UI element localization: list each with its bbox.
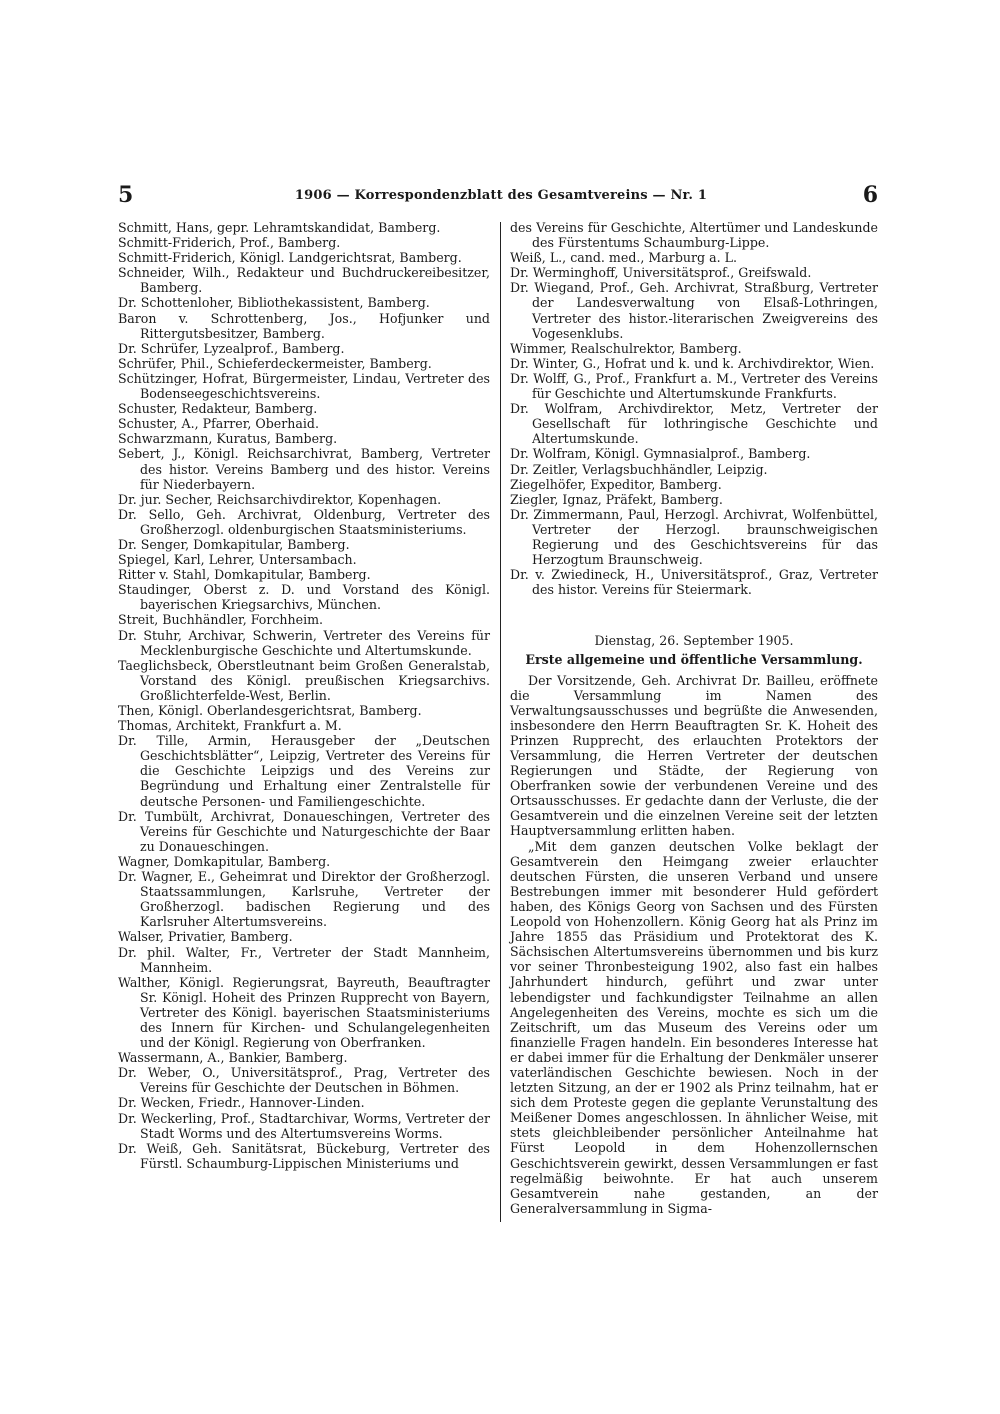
list-entry: Taeglichsbeck, Oberstleutnant beim Großen Generalstab, Vorstand des Königl. preußischen Kriegsarchivs. Großlichterfelde-West, Berlin. — [118, 657, 490, 703]
left-column — [118, 220, 490, 1171]
list-entry: Ziegler, Ignaz, Präfekt, Bamberg. — [510, 491, 723, 507]
list-entry: Dr. Winter, G., Hofrat und k. und k. Archivdirektor, Wien. — [510, 355, 875, 371]
list-entry: Wassermann, A., Bankier, Bamberg. — [118, 1050, 348, 1066]
list-entry: Weiß, L., cand. med., Marburg a. L. — [510, 250, 737, 266]
list-entry: Dr. v. Zwiedineck, H., Universitätsprof., Graz, Vertreter des histor. Vereins für Steiermark. — [510, 567, 878, 598]
list-entry: Dr. Schottenloher, Bibliothekassistent, Bamberg. — [118, 295, 430, 311]
list-entry: Dr. Wolfram, Archivdirektor, Metz, Vertreter der Gesellschaft für lothringische Geschichte und Altertumskunde. — [510, 401, 878, 447]
list-entry: Staudinger, Oberst z. D. und Vorstand des Königl. bayerischen Kriegsarchivs, München. — [118, 582, 490, 613]
list-entry: des Vereins für Geschichte, Altertümer und Landeskunde des Fürstentums Schaumburg-Lippe. — [510, 220, 878, 251]
list-entry: Baron v. Schrottenberg, Jos., Hofjunker und Rittergutsbesitzer, Bamberg. — [118, 310, 490, 341]
list-entry: Dr. Wolfram, Königl. Gymnasialprof., Bamberg. — [510, 446, 811, 462]
list-entry: Wimmer, Realschulrektor, Bamberg. — [510, 340, 742, 356]
section-date: Dienstag, 26. September 1905. — [594, 633, 794, 649]
list-entry: Dr. Weckerling, Prof., Stadtarchivar, Worms, Vertreter der Stadt Worms und des Altertumsvereins Worms. — [118, 1110, 490, 1141]
list-entry: Walser, Privatier, Bamberg. — [118, 929, 293, 945]
list-entry: Dr. Wiegand, Prof., Geh. Archivrat, Straßburg, Vertreter der Landesverwaltung von Elsaß-Lothringen, Vertreter des histor.-literarischen Zweigvereins des Vogesenklubs. — [510, 280, 878, 341]
list-entry: Dr. Zimmermann, Paul, Herzogl. Archivrat, Wolfenbüttel, Vertreter der Herzogl. braunschweigischen Regierung und des Geschichtsvereins für das Herzogtum Braunschweig. — [510, 506, 878, 568]
list-entry: Schmitt, Hans, gepr. Lehramtskandidat, Bamberg. — [118, 220, 441, 235]
list-entry: Ritter v. Stahl, Domkapitular, Bamberg. — [118, 567, 371, 583]
list-entry: Ziegelhöfer, Expeditor, Bamberg. — [510, 476, 722, 492]
list-entry: Schrüfer, Phil., Schieferdeckermeister, Bamberg. — [118, 355, 432, 371]
list-entry: Dr. Wagner, E., Geheimrat und Direktor der Großherzogl. Staatssammlungen, Karlsruhe, Vertreter der Großherzogl. badischen Regierung und des Karlsruher Altertumsvereins. — [118, 869, 490, 930]
list-entry: Schützinger, Hofrat, Bürgermeister, Lindau, Vertreter des Bodenseegeschichtsvereins. — [118, 370, 490, 402]
list-entry: Dr. phil. Walter, Fr., Vertreter der Stadt Mannheim, Mannheim. — [118, 944, 490, 975]
section-title: Erste allgemeine und öffentliche Versammlung. — [525, 652, 863, 668]
list-entry: Spiegel, Karl, Lehrer, Untersambach. — [118, 552, 357, 568]
body-paragraph: „Mit dem ganzen deutschen Volke beklagt der Gesamtverein den Heimgang zweier erlauchter deutschen Fürsten, die unseren Verband und unsere Bestrebungen immer mit besonderer Huld gefördert haben, des Königs Georg von Sachsen und des Fürsten Leopold von Hohenzollern. König Georg hat als Prinz im Jahre 1855 das Präsidium und Protektorat des K. Sächsischen Altertumsvereins übernommen und bis kurz vor seiner Thronbesteigung 1902, also fast ein halbes Jahrhundert hindurch, geführt und zwar unter lebendigster und fachkundigster Teilnahme an allen Angelegenheiten des Vereins, mochte es sich um die Zeitschrift, um das Museum des Vereins oder um finanzielle Fragen handeln. Ein besonderes Interesse hat er dabei immer für die Erhaltung der Denkmäler unserer vaterländischen Geschichte bewiesen. Noch in der letzten Sitzung, an der er 1902 als Prinz teilnahm, hat er sich dem Proteste gegen die geplante Verunstaltung des Meißener Domes angeschlossen. In ähnlicher Weise, mit stets gleichbleibender persönlicher Anteilnahme hat Fürst Leopold in dem Hohenzollernschen Geschichtsverein gewirkt, dessen Versammlungen er fast regelmäßig beiwohnte. Er hat auch unserem Gesamtverein nahe gestanden, an der Generalversammlung in Sigma- — [510, 838, 878, 1216]
list-entry: Then, Königl. Oberlandesgerichtsrat, Bamberg. — [118, 703, 422, 718]
list-entry: Dr. Werminghoff, Universitätsprof., Greifswald. — [510, 265, 812, 281]
list-entry: Dr. Weber, O., Universitätsprof., Prag, Vertreter des Vereins für Geschichte der Deutschen in Böhmen. — [118, 1065, 490, 1096]
list-entry: Dr. Senger, Domkapitular, Bamberg. — [118, 536, 350, 552]
list-entry: Thomas, Architekt, Frankfurt a. M. — [118, 718, 342, 734]
list-entry: Walther, Königl. Regierungsrat, Bayreuth, Beauftragter Sr. Königl. Hoheit des Prinzen Rupprecht von Bayern, Vertreter des Königl. bayerischen Staatsministeriums des Innern für Kirchen- und Schulangelegenheiten und der Königl. Regierung von Oberfranken. — [118, 974, 490, 1051]
column-divider — [500, 222, 501, 1222]
right-column — [510, 220, 878, 1216]
list-entry: Dr. Weiß, Geh. Sanitätsrat, Bückeburg, Vertreter des Fürstl. Schaumburg-Lippischen Ministeriums und — [118, 1140, 490, 1171]
page-number-right: 6 — [862, 182, 878, 208]
list-entry: Dr. Wecken, Friedr., Hannover-Linden. — [118, 1095, 365, 1111]
running-title: 1906 — Korrespondenzblatt des Gesamtvereins — Nr. 1 — [294, 188, 708, 203]
list-entry: Schuster, A., Pfarrer, Oberhaid. — [118, 416, 319, 432]
list-entry: Schmitt-Friderich, Königl. Landgerichtsrat, Bamberg. — [118, 250, 462, 266]
list-entry: Dr. Wolff, G., Prof., Frankfurt a. M., Vertreter des Vereins für Geschichte und Altertumskunde Frankfurts. — [510, 370, 878, 402]
list-entry: Dr. Schrüfer, Lyzealprof., Bamberg. — [118, 340, 345, 356]
list-entry: Dr. Tumbült, Archivrat, Donaueschingen, Vertreter des Vereins für Geschichte und Naturgeschichte der Baar zu Donaueschingen. — [118, 808, 490, 854]
list-entry: Dr. jur. Secher, Reichsarchivdirektor, Kopenhagen. — [118, 491, 442, 507]
list-entry: Dr. Zeitler, Verlagsbuchhändler, Leipzig. — [510, 461, 768, 477]
list-entry: Schuster, Redakteur, Bamberg. — [118, 401, 318, 417]
page-header — [116, 182, 886, 212]
list-entry: Wagner, Domkapitular, Bamberg. — [118, 853, 331, 869]
list-entry: Schmitt-Friderich, Prof., Bamberg. — [118, 235, 341, 251]
list-entry: Dr. Stuhr, Archivar, Schwerin, Vertreter des Vereins für Mecklenburgische Geschichte und Altertumskunde. — [118, 627, 490, 658]
list-entry: Sebert, J., Königl. Reichsarchivrat, Bamberg, Vertreter des histor. Vereins Bamberg und des histor. Vereins für Niederbayern. — [118, 446, 490, 492]
list-entry: Dr. Sello, Geh. Archivrat, Oldenburg, Vertreter des Großherzogl. oldenburgischen Staatsministeriums. — [118, 506, 490, 537]
body-paragraph: Der Vorsitzende, Geh. Archivrat Dr. Bailleu, eröffnete die Versammlung im Namen des Verwaltungsausschusses und begrüßte die Anwesenden, insbesondere den Herrn Beauftragten Sr. K. Hoheit des Prinzen Rupprecht, des erlauchten Protektors der Versammlung, die Herren Vertreter der deutschen Regierungen und Städte, der Regierung von Oberfranken sowie der verbundenen Vereine und des Ortsausschusses. Er gedachte dann der Verluste, die der Gesamtverein und die einzelnen Vereine seit der letzten Hauptversammlung erlitten haben. — [510, 672, 878, 839]
list-entry: Dr. Tille, Armin, Herausgeber der „Deutschen Geschichtsblätter“, Leipzig, Vertreter des Vereins für die Geschichte Leipzigs und des Vereins zur Begründung und Erhaltung einer Zentralstelle für deutsche Personen- und Familiengeschichte. — [118, 733, 490, 809]
list-entry: Schwarzmann, Kuratus, Bamberg. — [118, 431, 338, 447]
list-entry: Streit, Buchhändler, Forchheim. — [118, 612, 324, 628]
page-number-left: 5 — [118, 182, 134, 208]
list-entry: Schneider, Wilh., Redakteur und Buchdruckereibesitzer, Bamberg. — [118, 265, 490, 296]
